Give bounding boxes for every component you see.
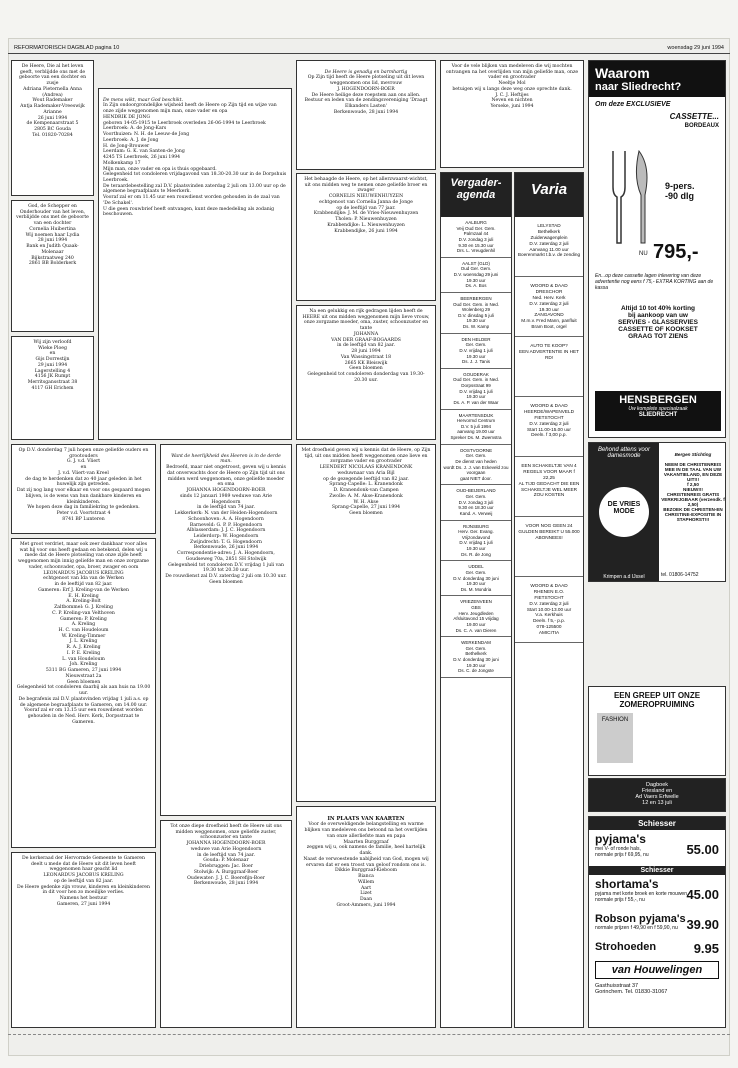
greep-magazine: FASHION bbox=[597, 713, 633, 763]
ad-logo-block bbox=[595, 391, 721, 431]
varia-item: VOOR NOG GEEN 24 GULDEN BEREIKT U 55.000 ABONNEES! bbox=[515, 517, 583, 577]
ad-zomeropruiming bbox=[588, 686, 726, 776]
item-2-label: shortama's bbox=[595, 877, 659, 891]
dagboek-text: Dagboek Friesland en Ad Vaers Erfwelle 12 en 13 juli bbox=[635, 782, 679, 806]
schiesser-item-4 bbox=[589, 939, 725, 959]
schiesser-item-2 bbox=[589, 875, 725, 911]
obituary-hendrik-de-jong bbox=[98, 88, 292, 440]
ad-hensbergen-sliedrecht bbox=[588, 60, 726, 438]
ad-sub: Om deze EXCLUSIEVE bbox=[595, 101, 671, 108]
ad-brand: BORDEAUX bbox=[684, 123, 719, 129]
devries-side bbox=[661, 447, 725, 522]
item-1-desc: mei V- of ronde hals, normale prijs f 69,95, nu bbox=[595, 846, 649, 858]
devries-location: Krimpen a.d IJssel bbox=[603, 574, 645, 580]
ad-note: En...op deze cassette lagen inlevering van deze advertentie nog eens f 75,- EXTRA KORTING aan de kassa bbox=[595, 273, 714, 291]
agenda-item: UDDEL Ger. Gem. D.V. donderdag 30 juni 19.30 uur Ds. M. Mondria bbox=[441, 561, 511, 596]
obituary-body: In Zijn ondoorgrondelijke wijsheid heeft de Heere op Zijn tijd en wijze van onze zijde weggenomen mijn man, onze vader en opa HENDRIK DE JONG geboren 14-05-1915 te Leerbroek overleden 26-06-1994 te Leerbroek Leerbroek: A. de Jong-Kars Voorthuizen: N. H. de Leeuw-de Jong Leerbroek: A. J. de Jong H. de Jong-Brouwer Leerdam: G. K. van Santen-de Jong 4245 TS Leerbroek, 26 juni 1994 Molkenkamp 17 Mijn man, onze vader en opa is thuis opgebaard. Gelegenheid tot condoleren vrijdagavond van 18.30-20.30 uur in de Dorpshuis Leerbroek. De teraardebestelling zal D.V. plaatsvinden zaterdag 2 juli om 13.00 uur op de algemene begraafplaats te Meerkerk. Vooraf zal er om 11.45 uur een rouwdienst worden gehouden in de zaal van 'De Schakel'. U die geen rouwbrief heeft ontvangen, kunt deze mededeling als zodanig beschouwen. bbox=[103, 103, 287, 218]
shop-logo: van Houwelingen bbox=[595, 961, 719, 979]
varia-column bbox=[514, 172, 584, 1028]
ad-pieces: 9-pers. -90 dlg bbox=[665, 181, 695, 201]
ad-price-nu: NU bbox=[639, 251, 648, 257]
obituary-body-2: Bedroefd, maar niet ongetroost, geven wij u kennis dat onverwachts door de Heere op Zijn tijd uit ons midden werd weggenomen, onze geliefde moeder en oma JOHANNA HOGENDOORN-BOER sinds 12 januari 1989 weduwe van Arie Hogendoorn in de leeftijd van 74 jaar. Lekkerkerk: N. van der Heiden-Hogendoorn Schoonhoven: A. A. Hogendoorn Barneveld: G. P. P. Hogendoorn Alblasserdam: J. J. C. Hogendoorn Leiderdorp: W. Hogendoorn Zwijndrecht: T. G. Hogendoorn Berkenwoude, 26 juni 1994 Correspondentie-adres: J. A. Hogendoorn, Goudseweg 70a, 2851 SH Stolwijk Gelegenheid tot condoleren D.V. vrijdag 1 juli van 19.30 tot 20.30 uur. De rouwdienst zal D.V. zaterdag 2 juli om 10.30 uur. Geen bloemen bbox=[165, 465, 287, 585]
agenda-item: OUD-BEIJERLAND Ger. Gem. D.V. zondag 3 juli 9.30 en 18.30 uur Kand. A. Verweij bbox=[441, 485, 511, 520]
notice-hogendoorn-family: Tot onze diepe droefheid heeft de Heere uit ons midden weggenomen, onze geliefde zuster, schoonzuster en tante JOHANNA HOGENDOORN-BOER weduwe van Arie Hogendoorn in de leeftijd van 74 jaar. Gouda: P. Molenaar Driebruggen: Jac. Boer Stolwijk: A. Burggraaf-Boer Oudewater: J. J. C. Boerefijn-Boer Berkenwoude, 28 juni 1994 bbox=[160, 820, 292, 1028]
schiesser-brand-2: Schiesser bbox=[589, 866, 725, 875]
devries-heading: Behond attens voor damesmode bbox=[597, 447, 651, 459]
birth-notice-adriana: De Heere, Die al het leven geeft, verblijdde ons met de geboorte van een dochter en zusje Adriana Pieternella Anna (Andrea) Wout Rademaker Antja Rademaker-Vreeswijk Arianne 26 juni 1994 de Kempenaarstraat 5 2805 BC Gouda Tel. 01820-70284 bbox=[11, 60, 94, 196]
ad-cassette: CASSETTE... bbox=[669, 112, 719, 121]
ad-de-vries-mode bbox=[588, 442, 726, 582]
devries-logo: DE VRIES MODE bbox=[599, 487, 649, 537]
cutlery-illustration bbox=[599, 147, 659, 247]
agenda-item: VRIEZENVEEN GBS Herv. Jeugdleden Afsluitavond 15 vrijdag 19.00 uur Ds. C. A. van Dieren bbox=[441, 596, 511, 637]
obituary-van-der-graaf: Na een gelukkig en rijk gedragen lijden heeft de HEERE uit ons midden weggenomen mijn lieve vrouw, onze zorgzame moeder, oma, zuster, schoonzuster en tante JOHANNA VAN DER GRAAF-BOGAARDS in de leeftijd van 82 jaar. 28 juni 1994 Van Wassingstraat 18 2665 KK Bleiswijk Geen bloemen Gelegenheid tot condoleren donderdag van 19.30-20.30 uur. bbox=[296, 305, 436, 440]
item-4-label: Strohoeden bbox=[595, 941, 657, 953]
thanks-burggraaf bbox=[296, 806, 436, 1028]
item-3-desc: normale prijzen f 49,90 en f 59,90, nu bbox=[595, 925, 678, 931]
varia-item: EEN SCHAKELTJE VAN 4 REGELS VOOR MAAR f 22,25 AL TIJD GEDACHT DIE EEN SCHAKELTJE WEL MEER ZOU KOSTEN bbox=[515, 457, 583, 517]
obituary-motto-2: Want de heerlijkheid des Heeren is in de derde man. bbox=[171, 453, 281, 465]
obituary-motto: De mens wikt, maar God beschikt. bbox=[103, 97, 184, 103]
item-1-label: pyjama's bbox=[595, 832, 646, 846]
item-3-label: Robson pyjama's bbox=[595, 913, 686, 925]
agenda-item: AALBURG Veij Oud Ger. Gem. Palmzaal 44 D.V. zondag 3 juli 9.30 en 15.30 uur Drs. L. Vreugdenhil bbox=[441, 217, 511, 258]
varia-item: AUTO TE KOOP? EEN ADVERTENTIE IN HET RD! bbox=[515, 337, 583, 397]
thanks-neeltje-mol: Voor de vele blijken van medeleven die wij mochten ontvangen na het overlijden van mijn geliefde man, onze vader en grootvader Neeltje Mol betuigen wij u langs deze weg onze oprechte dank. J. C. J. Heftijes Neven en nichten Yerseke, juni 1994 bbox=[440, 60, 584, 168]
schiesser-item-1 bbox=[589, 830, 725, 866]
obituary-johanna-hogendoorn bbox=[160, 444, 292, 816]
ad-schiesser bbox=[588, 816, 726, 1028]
ad-headline-2: naar Sliedrecht? bbox=[595, 81, 682, 93]
varia-title: Varia bbox=[515, 173, 583, 217]
item-2-price: 45.00 bbox=[686, 887, 719, 902]
ad-logo: HENSBERGEN bbox=[619, 394, 697, 406]
greep-heading: EEN GREEP UIT ONZE ZOMEROPRUIMING bbox=[613, 691, 701, 709]
schiesser-item-3 bbox=[589, 911, 725, 939]
item-1-price: 55.00 bbox=[686, 842, 719, 857]
notice-kreling-kerkeraad: De kerkeraad der Hervormde Gemeente te Gameren deelt u mede dat de Heere uit dit leven heeft weggenomen haar geacht lid LEONARDUS JACOBUS KRELING op de leeftijd van 82 jaar. De Heere gedenke zijn vrouw, kinderen en kleinkinderen in dit voor hen zo moeilijke verlies. Namens het bestuur Gameren, 27 juni 1994 bbox=[11, 852, 156, 1028]
ad-price: 795,- bbox=[653, 241, 699, 263]
anniversary-van-der-vliert: Op D.V. donderdag 7 juli hopen onze geliefde ouders en grootouders G. J. v.d. Vliert en J. v.d. Vliert-van Kreel de dag te herdenken dat zo 40 jaar geleden in het huwelijk zijn getreden. Dat zij nog lang voor elkaar en voor ons gespaard mogen blijven, is de wens van hun dankbare kinderen en kleinkinderen. We hopen deze dag in familiekring te gedenken. Peter v.d. Voortstraat 4 8741 BP Lunteren bbox=[11, 444, 156, 534]
devries-panel bbox=[589, 443, 659, 582]
thanks-body: Voor de overweldigende belangstelling en warme blijken van medeleven ons betoond na het overlijden van onze allerliefste man en papa Maarten Burggraaf zeggen wij u, ook namens de familie, heel hartelijk dank. Naast de verwoestende nabijheid van God, mogen wij ervaren dat er een troost van geloof rondom ons is. Dikkie Burggraaf-Kieboom Bianca Willem Aart Lizet Daan Groot-Ammers, juni 1994 bbox=[303, 822, 429, 908]
ad-headline-1: Waarom bbox=[595, 65, 650, 81]
obituary-nieuwenhuyzen: Het behaagde de Heere, op het allerzwaarst-wichtst, uit ons midden weg te nemen onze geliefde broer en zwager CORNELIS NIEUWENHUYZEN echtgenoot van Cornelia Janna de Jonge op de leeftijd van 77 jaar. Krabbendijke: J. M. de Vries-Nieuwenhuyzen Tholen: P. Nieuwenhuyzen Krabbendijke: L. Nieuwenhuyzen Krabbendijke, 26 juni 1994 bbox=[296, 173, 436, 301]
agenda-item: DEN HELDER Ger. Gem. D.V. vrijdag 1 juli 19.30 uur Ds. J. J. Tanis bbox=[441, 334, 511, 369]
notice-body: Op Zijn tijd heeft de Heere plotseling uit dit leven weggenomen ons lid, mevrouw J. HOGENDOORN-BOER De Heere heilige deze roepstem aan ons allen. Bestuur en leden van de zendingsvereniging 'Draagt Elkanders Lasten' Berkenwoude, 28 juni 1994 bbox=[304, 75, 428, 115]
page-header bbox=[8, 42, 730, 54]
header-left: REFORMATORISCH DAGBLAD pagina 10 bbox=[14, 45, 120, 51]
devries-side-text: NEEM DE CHRISTENREIS MEE IN DE TAAL VAN UW VAKANTIELAND, EN DEZE UIT!!! f 2,50 NIEUW!!! CHRISTENREIS GRATIS VERKRIJGBAAR (verzendk. f 2,50) BEZOEK DE CHRISTEN-EN CHRISTINE-EXPOSITIE IN STAPHORST!!! bbox=[661, 462, 725, 522]
bottom-rule bbox=[8, 1034, 730, 1038]
notice-motto: De Heere is genadig en barmhartig bbox=[324, 69, 408, 75]
varia-item: WOORD & DAAD HEERDE/WAPENVELD FIETSTOCHT D.V. zaterdag 2 juli Start 11.00-15.00 uur Deeln. f 3,00 p.p. bbox=[515, 397, 583, 457]
devries-brand: Bergen Stichting bbox=[674, 452, 712, 457]
obituary-kranendonk: Met droefheid geven wij u kennis dat de Heere, op Zijn tijd, uit ons midden heeft weggenomen onze lieve en zorgzame vader en grootvader LEENDERT NICOLAAS KRANENDONK weduwnaar van Aria Bijl op de gezegende leeftijd van 82 jaar. Sprang-Capelle: L. Kranendonk D. Kranendonk-van Campen Zwolle: A. M. Akse-Kranendonk W. H. Akse Sprang-Capelle, 27 juni 1994 Geen bloemen bbox=[296, 444, 436, 802]
obituary-kreling: Met groot verdriet, maar ook zeer dankbaar voor alles wat hij voor ons heeft gedaan en betekend, delen wij u mede dat de Heere plotseling van onze zijde heeft weggenomen mijn innig geliefde man en onze zorgzame vader, schoonvader, opa, broer, zwager en oom LEONARDUS JACOBUS KRELING echtgenoot van Ida van de Werken in de leeftijd van 82 jaar. Gameren: Erf J. Kreling-van de Werken E. H. Kreling A. Kreling-Bolt Zaltbommel: G. J. Kreling C. P. Kreling-van Velthoven Gameren: P. Kreling A. Kreling H. C. van Houdeloum W. Kreling-Timmer J. L. Kreling R. A. J. Kreling I. P. E. Kreling L. van Houdeloum Joh. Kreling 5311 BG Gameren, 27 juni 1994 Nieuwstraat 2a Geen bloemen Gelegenheid tot condoleren daarbij als aan huis na 19.00 uur. De begrafenis zal D.V. plaatsvinden vrijdag 1 juli a.s. op de algemene begraafplaats te Gameren, om 14.00 uur. Vooraf zal er om 13.15 uur een rouwdienst worden gehouden in de Ned. Herv. Kerk, Dorpsstraat te Gameren. bbox=[11, 538, 156, 848]
ad-city: SLIEDRECHT bbox=[638, 412, 678, 418]
agenda-item: RIJNSBURG Herv. Ger. Evang. Vrijzondavond D.V. vrijdag 1 juli 19.30 uur Ds. R. de Jong bbox=[441, 521, 511, 562]
ad-dagboek bbox=[588, 778, 726, 812]
engagement-notice: Wij zijn verloofd Wieke Ploeg en Gijs Dorrestijn 29 juni 1994 Lagerstelling 4 4156 JK Rumpt Merritsgansstraat 38 4117 GH Erichem bbox=[11, 336, 94, 440]
varia-item: WOORD & DAAD RHENEN E.O. FIETSTOCHT D.V. zaterdag 2 juli Start 10.00-13.00 uur V.a. Kerkhuis Deeln. f 5,- p.p. 078-125500 AMICITIA bbox=[515, 577, 583, 643]
agenda-item: WERKENDAM Ger. Gem. Bethelkerk D.V. donderdag 30 juni 19.30 uur Ds. C. de Jongste bbox=[441, 637, 511, 678]
header-right: woensdag 29 juni 1994 bbox=[667, 45, 724, 51]
shop-address: Gasthuisstraat 37 Gorinchem. Tel. 01830-31067 bbox=[595, 983, 668, 995]
agenda-title: Vergader-agenda bbox=[441, 173, 511, 217]
item-2-desc: pyjama met korte broek en korte mouwen, normale prijs f 55,-, nu bbox=[595, 891, 689, 903]
agenda-item: MAARTENSDIJK Hervormd Centrum D.V. 5 juli 1994 aanvang 19.00 uur Spreker Ds. M. Zwemstra bbox=[441, 410, 511, 445]
notice-hogendoorn-vereniging bbox=[296, 60, 436, 170]
agenda-list bbox=[441, 217, 511, 678]
agenda-item: OOSTVOORNE Ger. Gem. De dienst van heden wordt Ds. J. J. van Eckeveld zou voorgaan gaat NIET door. bbox=[441, 445, 511, 486]
ad-tagline: Uw komplete speciaalzaak bbox=[628, 406, 688, 412]
agenda-item: AALST (GLD) Oud Ger. Gem. D.V. woensdag 29 juni 19.30 uur Ds. A. Bos bbox=[441, 258, 511, 293]
ad-korting: Altijd 10 tot 40% korting bij aankoop van uw SERVIES - GLASSERVIES CASSETTE OF KOOKSET GRAAG TOT ZIENS bbox=[618, 305, 698, 340]
varia-item: LELYSTAD Bethelkerk Zuiderwagenplein D.V. zaterdag 2 juli Aanvang 11.00 uur Boerenmarkt t.b.v. de zending bbox=[515, 217, 583, 277]
item-3-price: 39.90 bbox=[686, 917, 719, 932]
varia-item: WOORD & DAAD DRESCHOR Ned. Herv. Kerk D.V. zaterdag 2 juli 19.30 uur ZANGAVOND M.m.v. Fred Mann, panfluit Bram Boot, orgel bbox=[515, 277, 583, 337]
vergader-agenda bbox=[440, 172, 512, 1028]
agenda-item: BEERBERGEN Oud Ger. Gem. in Ned. Wolenberg 29 D.V. dinsdag 5 juli 19.30 uur Ds. W. Kamp bbox=[441, 293, 511, 334]
thanks-header: IN PLAATS VAN KAARTEN bbox=[327, 815, 405, 822]
agenda-item: GOUDERAK Oud Ger. Gem. in Ned. Dorpsstraat 99 D.V. vrijdag 1 juli 19.30 uur Ds. A. P. van der Waar bbox=[441, 369, 511, 410]
schiesser-brand: Schiesser bbox=[589, 817, 725, 830]
varia-list bbox=[515, 217, 583, 643]
devries-tel: tel. 01806-14752 bbox=[661, 572, 699, 578]
birth-notice-cornelia: God, de Schepper en Onderhouder van het leven, verblijdde ons met de geboorte van een dochter Cornelia Huibertina Wij noemen haar Lydia 28 juni 1994 Bank en Judith Quaak-Molenaar Bijkstraatweg 240 2861 BB Bolderkerk bbox=[11, 200, 94, 332]
item-4-price: 9.95 bbox=[693, 941, 719, 956]
